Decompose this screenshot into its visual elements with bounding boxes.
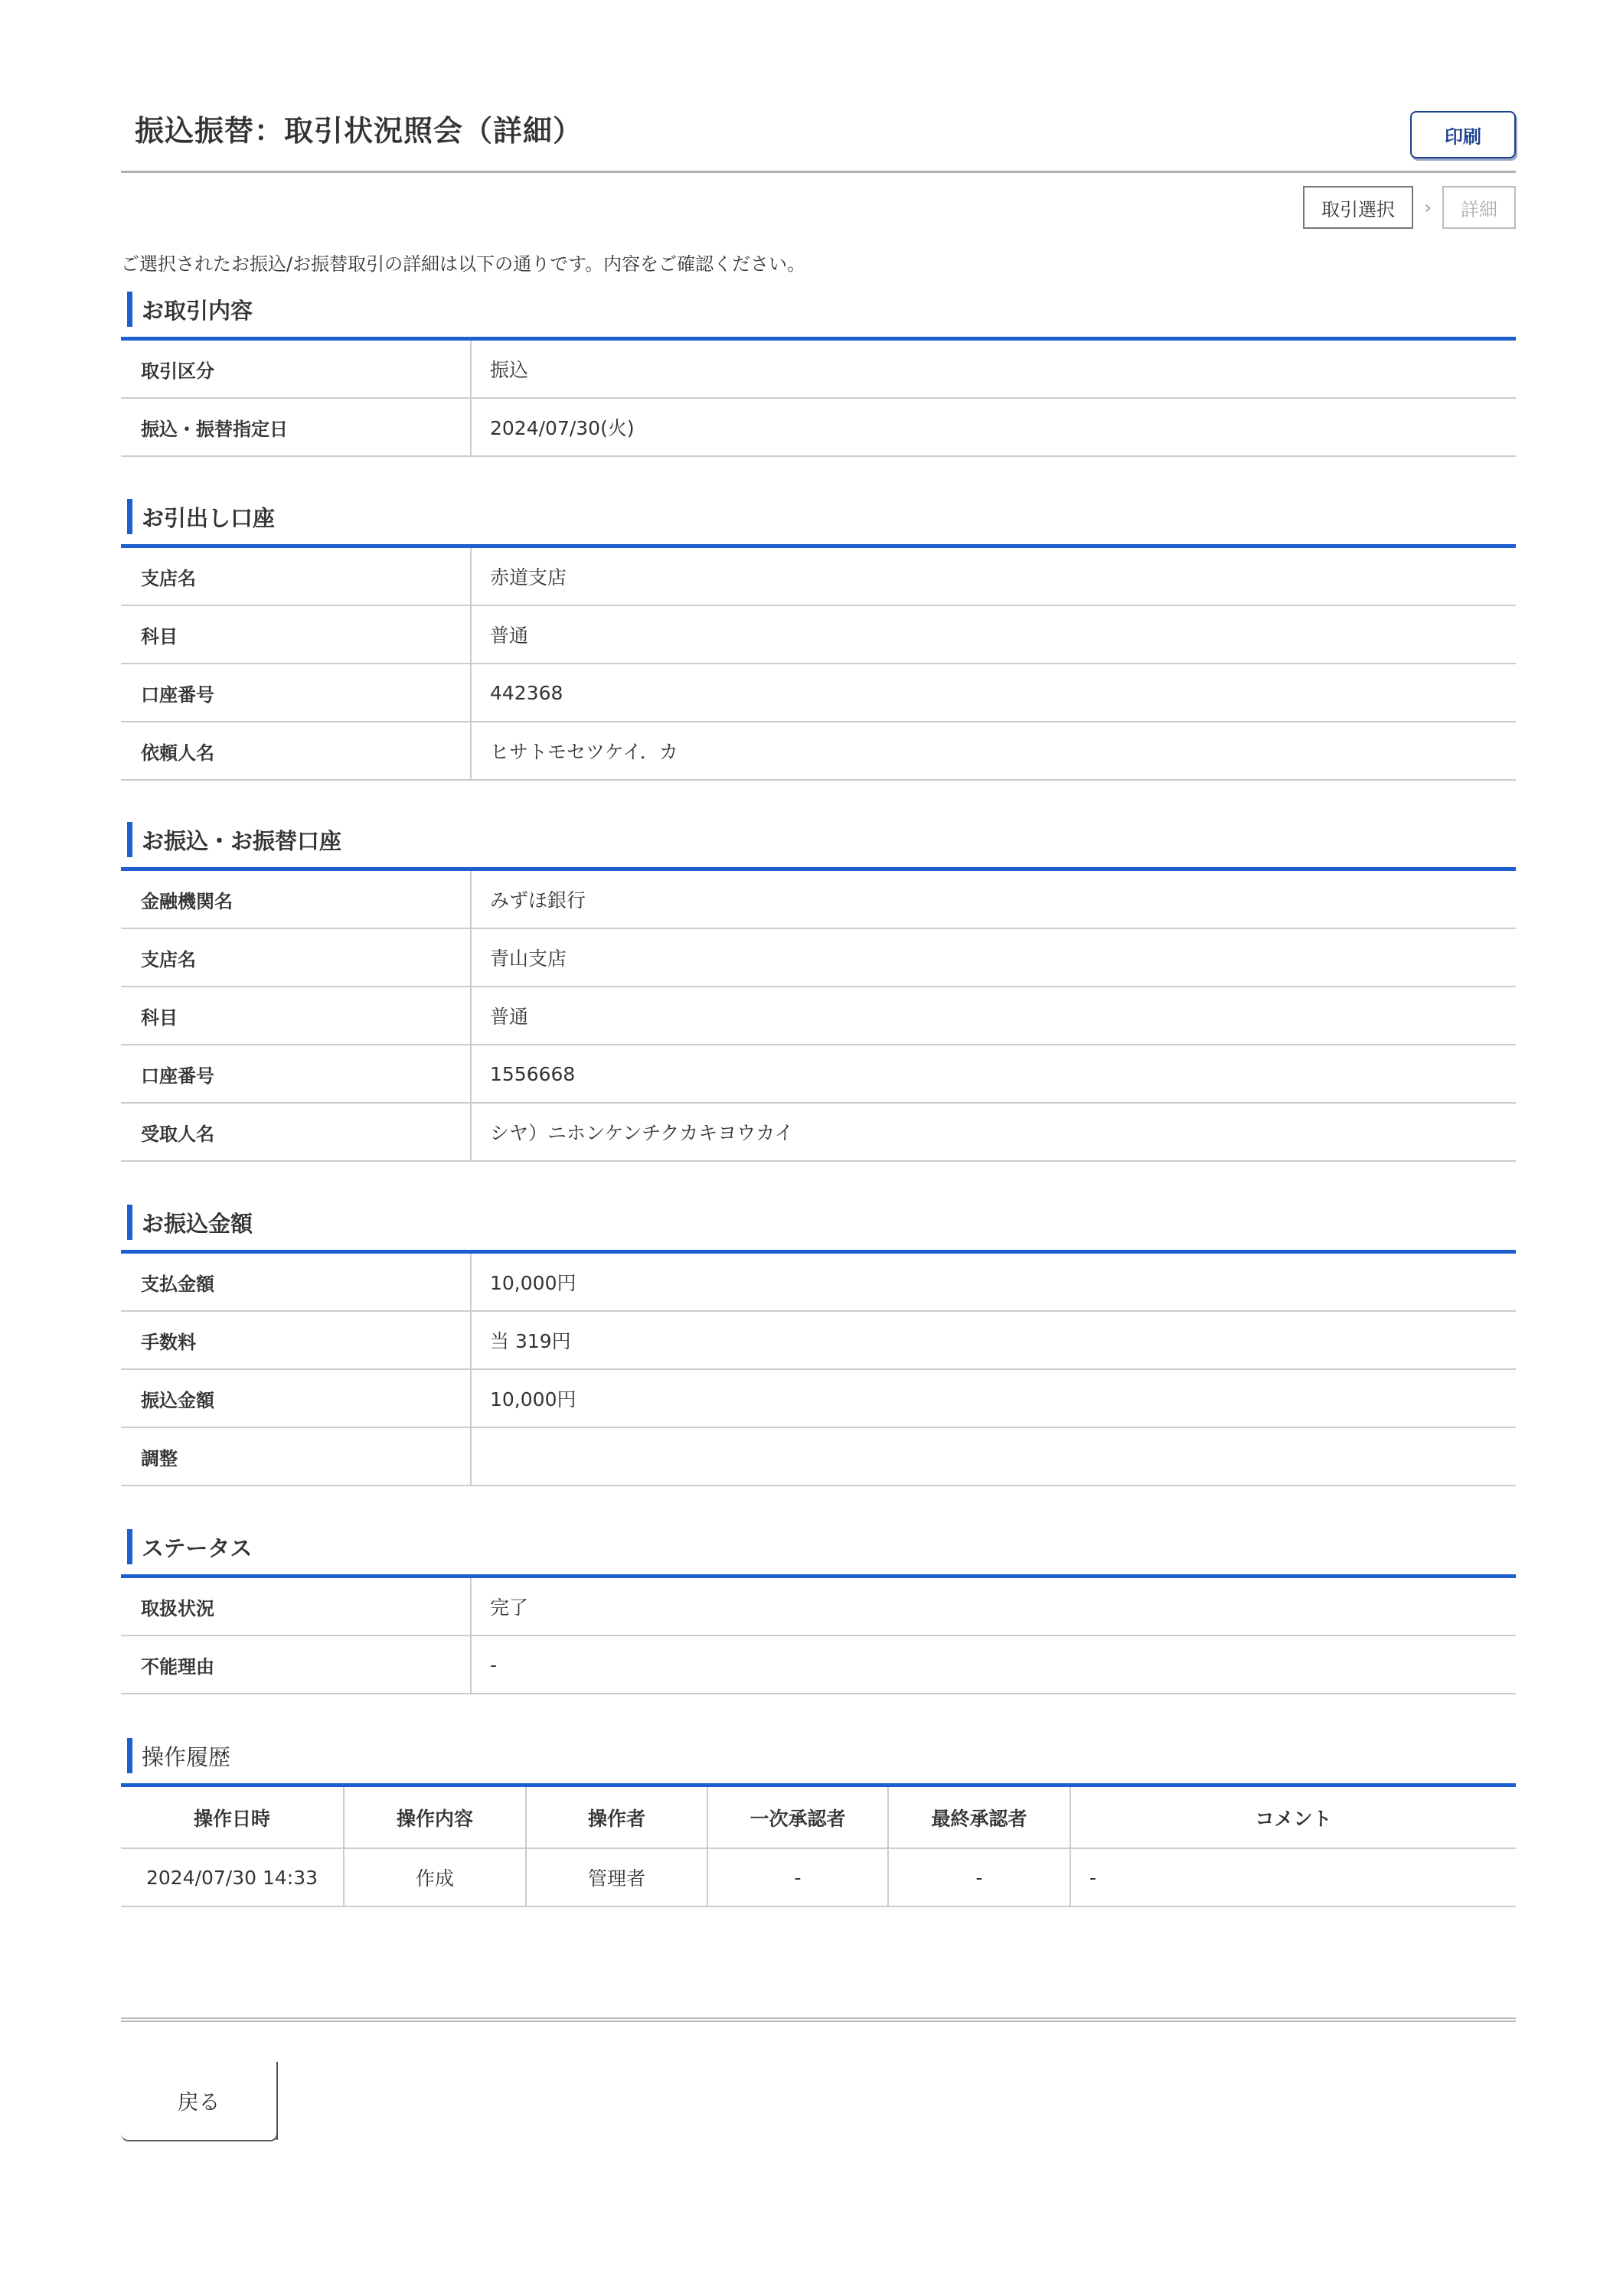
- section-heading: [121, 1204, 1516, 1241]
- row-label: 調整: [121, 1428, 472, 1485]
- row-label: 受取人名: [121, 1104, 472, 1160]
- table-row: [121, 1104, 1516, 1162]
- step-select-transaction[interactable]: 取引選択: [1303, 186, 1413, 229]
- table-row: [121, 1312, 1516, 1370]
- row-value: 当 319円: [490, 1330, 571, 1352]
- table-cell: 2024/07/30 14:33: [121, 1848, 344, 1906]
- row-value: 青山支店: [490, 947, 567, 970]
- row-label: 取扱状況: [121, 1578, 472, 1635]
- table-row: [121, 871, 1516, 929]
- section-destination-account: [121, 821, 1516, 1162]
- row-value: 10,000円: [490, 1272, 576, 1294]
- table-cell: -: [1070, 1848, 1516, 1906]
- table-cell: 管理者: [526, 1848, 707, 1906]
- section-title: お引出し口座: [142, 504, 276, 531]
- table-row: [121, 399, 1516, 457]
- section-heading: [121, 821, 1516, 858]
- table-row: [121, 1578, 1516, 1636]
- section-title: お振込・お振替口座: [142, 827, 342, 854]
- row-value: ヒサトモセツケイ．カ: [490, 741, 678, 763]
- history-table: [121, 1787, 1516, 1907]
- row-label: 科目: [121, 987, 472, 1044]
- table-row: [121, 1636, 1516, 1694]
- row-label: 支払金額: [121, 1254, 472, 1310]
- section-transfer-amount: [121, 1204, 1516, 1486]
- table-header-row: [121, 1787, 1516, 1848]
- section-title: お取引内容: [142, 297, 253, 324]
- section-withdrawal-account: [121, 498, 1516, 781]
- row-label: 振込金額: [121, 1370, 472, 1427]
- section-transaction: [121, 291, 1516, 457]
- heading-accent-bar: [127, 1205, 132, 1240]
- row-label: 取引区分: [121, 341, 472, 397]
- heading-accent-bar: [127, 292, 132, 327]
- table-cell: -: [888, 1848, 1070, 1906]
- heading-accent-bar: [127, 822, 132, 857]
- table-row: [121, 1848, 1516, 1906]
- row-value: 完了: [490, 1596, 529, 1619]
- footer-divider: [121, 2017, 1516, 2022]
- row-label: 手数料: [121, 1312, 472, 1368]
- column-header: 操作日時: [121, 1787, 344, 1848]
- heading-accent-bar: [127, 1529, 132, 1564]
- column-header: コメント: [1070, 1787, 1516, 1848]
- table-row: [121, 929, 1516, 987]
- row-label: 口座番号: [121, 664, 472, 721]
- page-header: [121, 0, 1516, 173]
- column-header: 一次承認者: [707, 1787, 888, 1848]
- section-title: ステータス: [142, 1534, 253, 1561]
- row-value: 2024/07/30(火): [490, 417, 635, 439]
- table-cell: 作成: [344, 1848, 526, 1906]
- column-header: 操作内容: [344, 1787, 526, 1848]
- table-row: [121, 722, 1516, 781]
- section-heading: [121, 291, 1516, 328]
- column-header: 最終承認者: [888, 1787, 1070, 1848]
- row-value: みずほ銀行: [490, 889, 586, 912]
- table-row: [121, 1045, 1516, 1104]
- row-value: 10,000円: [490, 1388, 576, 1411]
- row-label: 不能理由: [121, 1636, 472, 1693]
- section-status: [121, 1528, 1516, 1694]
- table-row: [121, 548, 1516, 606]
- table-row: [121, 987, 1516, 1045]
- step-indicator: [1303, 186, 1516, 229]
- row-value: 普通: [490, 625, 529, 647]
- row-value: シヤ）ニホンケンチクカキヨウカイ: [490, 1122, 794, 1144]
- section-heading: [121, 1528, 1516, 1565]
- intro-text: ご選択されたお振込/お振替取引の詳細は以下の通りです。内容をご確認ください。: [121, 253, 806, 275]
- row-label: 依頼人名: [121, 722, 472, 779]
- row-value: 1556668: [490, 1062, 576, 1085]
- row-label: 支店名: [121, 929, 472, 986]
- row-label: 口座番号: [121, 1045, 472, 1102]
- table-row: [121, 1428, 1516, 1486]
- table-row: [121, 664, 1516, 722]
- print-button[interactable]: 印刷: [1410, 111, 1516, 158]
- table-row: [121, 341, 1516, 399]
- section-heading: [121, 498, 1516, 535]
- page-title: 振込振替：取引状況照会（詳細）: [135, 114, 583, 148]
- row-label: 振込・振替指定日: [121, 399, 472, 455]
- back-button[interactable]: 戻る: [121, 2062, 278, 2141]
- section-operation-history: [121, 1737, 1516, 1907]
- table-row: [121, 1370, 1516, 1428]
- section-heading: [121, 1737, 1516, 1774]
- row-value: 442368: [490, 681, 563, 704]
- row-label: 科目: [121, 606, 472, 663]
- row-value: 普通: [490, 1006, 529, 1028]
- row-value: 赤道支店: [490, 566, 567, 589]
- row-label: 金融機関名: [121, 871, 472, 928]
- transaction-detail-page: [121, 0, 1516, 2114]
- section-title: 操作履歴: [142, 1743, 231, 1770]
- step-detail: 詳細: [1442, 186, 1516, 229]
- heading-accent-bar: [127, 1738, 132, 1773]
- row-value: -: [490, 1653, 498, 1676]
- table-row: [121, 1254, 1516, 1312]
- heading-accent-bar: [127, 499, 132, 534]
- section-title: お振込金額: [142, 1210, 253, 1237]
- table-cell: -: [707, 1848, 888, 1906]
- column-header: 操作者: [526, 1787, 707, 1848]
- row-value: 振込: [490, 359, 529, 381]
- row-label: 支店名: [121, 548, 472, 605]
- chevron-right-icon: ›: [1424, 197, 1432, 218]
- table-row: [121, 606, 1516, 664]
- row-value: [472, 1428, 1516, 1485]
